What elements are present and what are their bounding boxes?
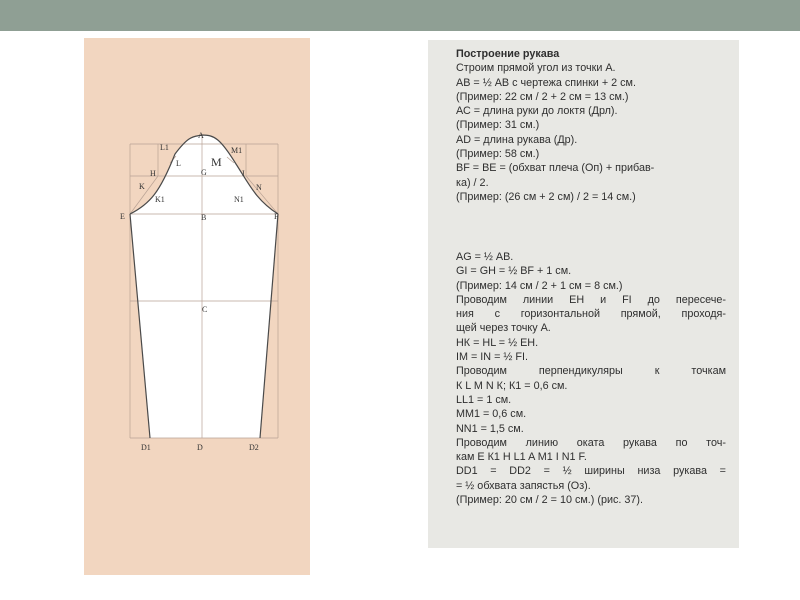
instruction-line: AD = длина рукава (Др).: [456, 133, 578, 146]
instruction-line: (Пример: 20 см / 2 = 10 см.) (рис. 37).: [456, 494, 644, 507]
instruction-line: Проводим линию оката рукава по точ-: [456, 436, 726, 449]
instruction-line: К L M N К; К1 = 0,6 см.: [456, 379, 568, 392]
instruction-line: (Пример: (26 см + 2 см) / 2 = 14 см.): [456, 190, 636, 203]
label-D: D: [197, 443, 203, 452]
instruction-line: DD1 = DD2 = ½ ширины низа рукава =: [456, 465, 726, 478]
instruction-line: = ½ обхвата запястья (Оз).: [456, 479, 591, 492]
instruction-line: (Пример: 22 см / 2 + 2 см = 13 см.): [456, 90, 629, 103]
instruction-line: Проводим перпендикуляры к точкам: [456, 365, 726, 378]
instruction-line: щей через точку А.: [456, 322, 551, 335]
instruction-line: (Пример: 31 см.): [456, 119, 540, 132]
instruction-line: IM = IN = ½ FI.: [456, 351, 528, 364]
instruction-line: GI = GH = ½ BF + 1 см.: [456, 265, 572, 278]
instruction-line: НК = HL = ½ ЕН.: [456, 336, 539, 349]
instructions-top-block: [456, 47, 726, 204]
instruction-line: ния с горизонтальной прямой, проходя-: [456, 308, 726, 321]
instruction-line: AG = ½ АВ.: [456, 251, 514, 263]
slide-header-bar: [0, 0, 800, 31]
label-C: C: [202, 305, 208, 314]
instruction-line: АС = длина руки до локтя (Дрл).: [456, 105, 618, 118]
sleeve-pattern-diagram: [84, 38, 310, 575]
label-B: B: [201, 213, 207, 222]
label-N: N: [256, 183, 262, 192]
label-I: I: [242, 169, 245, 178]
sleeve-pattern-image: [84, 38, 310, 575]
instruction-line: АВ = ½ АВ с чертежа спинки + 2 см.: [456, 76, 636, 89]
label-K1: K1: [155, 195, 165, 204]
instruction-line: ММ1 = 0,6 см.: [456, 408, 527, 421]
label-D1: D1: [141, 443, 151, 452]
instructions-bottom-block: [456, 250, 726, 507]
instruction-line: (Пример: 58 см.): [456, 148, 540, 161]
instructions-title: Построение рукава: [456, 48, 560, 60]
instruction-line: NN1 = 1,5 см.: [456, 422, 524, 435]
label-N1: N1: [234, 195, 244, 204]
label-M: M: [211, 155, 222, 169]
instruction-line: (Пример: 14 см / 2 + 1 см = 8 см.): [456, 279, 623, 292]
label-L1: L1: [160, 143, 169, 152]
instruction-line: LL1 = 1 см.: [456, 393, 512, 406]
instruction-line: кам Е К1 Н L1 A M1 I N1 F.: [456, 451, 587, 464]
instruction-line: Проводим линии ЕН и FI до пересече-: [456, 293, 726, 306]
sleeve-outline: [130, 135, 278, 438]
label-K: K: [139, 182, 145, 191]
instruction-line: ка) / 2.: [456, 176, 489, 189]
label-L: L: [176, 159, 181, 168]
label-E: E: [120, 212, 125, 221]
label-A: A: [198, 131, 204, 140]
label-M1: M1: [231, 146, 243, 155]
label-G: G: [201, 168, 207, 177]
instruction-line: Строим прямой угол из точки А.: [456, 62, 616, 75]
instruction-line: BF = BE = (обхват плеча (Оп) + прибав-: [456, 162, 655, 175]
label-D2: D2: [249, 443, 259, 452]
label-H: H: [150, 169, 156, 178]
label-F: F: [274, 212, 279, 221]
